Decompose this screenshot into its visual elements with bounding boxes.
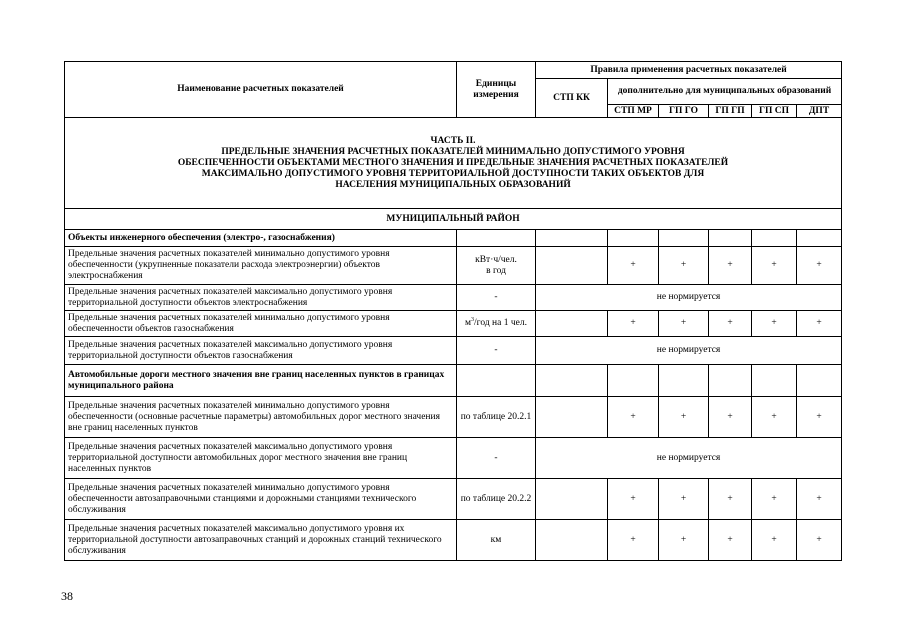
- part-line-4: НАСЕЛЕНИЯ МУНИЦИПАЛЬНЫХ ОБРАЗОВАНИЙ: [335, 179, 571, 190]
- row-text: Предельные значения расчетных показателей максимально допустимого уровня территориальной доступности объектов электроснабжения: [65, 285, 457, 311]
- row-text: Предельные значения расчетных показателей максимально допустимого уровня территориальной доступности автомобильных дорог местного значения вне границ населенных пунктов: [65, 438, 457, 479]
- district-heading: МУНИЦИПАЛЬНЫЙ РАЙОН: [65, 209, 842, 230]
- units-cell: км: [457, 520, 536, 561]
- header-name: Наименование расчетных показателей: [65, 62, 457, 118]
- part-title: ЧАСТЬ II.: [430, 135, 476, 146]
- table-row: [65, 438, 842, 479]
- table-row: [65, 337, 842, 365]
- table-row: [65, 365, 842, 397]
- units-cell: по таблице 20.2.2: [457, 479, 536, 520]
- header-gp-gp: ГП ГП: [709, 105, 752, 118]
- part-line-1: ПРЕДЕЛЬНЫЕ ЗНАЧЕНИЯ РАСЧЕТНЫХ ПОКАЗАТЕЛЕЙ МИНИМАЛЬНО ДОПУСТИМОГО УРОВНЯ: [221, 146, 685, 157]
- units-cell: кВт·ч/чел. в год: [457, 247, 536, 285]
- row-text: Предельные значения расчетных показателей минимально допустимого уровня обеспеченности автозаправочными станциями и дорожными станциями технического обслуживания: [65, 479, 457, 520]
- header-additional: дополнительно для муниципальных образований: [608, 79, 842, 105]
- header-dpt: ДПТ: [797, 105, 842, 118]
- part-line-3: МАКСИМАЛЬНО ДОПУСТИМОГО УРОВНЯ ТЕРРИТОРИАЛЬНОЙ ДОСТУПНОСТИ ТАКИХ ОБЪЕКТОВ ДЛЯ: [201, 168, 705, 179]
- table-row: Предельные значения расчетных показателей минимально допустимого уровня обеспеченности (основные расчетные параметры) автомобильных дорог местного значения вне границ населенных пунктов по таблице 20.2.1 + + + + +: [65, 397, 842, 438]
- header-units: Единицы измерения: [457, 62, 536, 118]
- units-cell: -: [457, 285, 536, 311]
- units-cell: по таблице 20.2.1: [457, 397, 536, 438]
- table-row: Предельные значения расчетных показателей минимально допустимого уровня обеспеченности автозаправочными станциями и дорожными станциями технического обслуживания по таблице 20.2.2 + + + + +: [65, 479, 842, 520]
- indicators-table: [64, 61, 842, 561]
- table-row: [65, 230, 842, 247]
- header-rules: Правила применения расчетных показателей: [536, 62, 842, 79]
- units-cell: -: [457, 438, 536, 479]
- row-text: Предельные значения расчетных показателей минимально допустимого уровня обеспеченности (укрупненные показатели расхода электроэнергии) объектов электроснабжения: [65, 247, 457, 285]
- not-normed: не нормируется: [536, 285, 842, 311]
- row-text: Предельные значения расчетных показателей минимально допустимого уровня обеспеченности объектов газоснабжения: [65, 311, 457, 337]
- table-row: Предельные значения расчетных показателей максимально допустимого уровня их территориальной доступности автозаправочных станций и дорожных станций технического обслуживания км + + + + +: [65, 520, 842, 561]
- not-normed: не нормируется: [536, 337, 842, 365]
- row-text: Предельные значения расчетных показателей максимально допустимого уровня их территориальной доступности автозаправочных станций и дорожных станций технического обслуживания: [65, 520, 457, 561]
- part-heading: [65, 118, 842, 209]
- header-stp-kk: СТП КК: [536, 79, 608, 118]
- header-stp-mr: СТП МР: [608, 105, 659, 118]
- units-cell: $м^3$/год на 1 чел.: [457, 311, 536, 337]
- row-text: Предельные значения расчетных показателей максимально допустимого уровня территориальной доступности объектов газоснабжения: [65, 337, 457, 365]
- header-gp-go: ГП ГО: [659, 105, 709, 118]
- page-number: 38: [61, 589, 73, 603]
- header-gp-sp: ГП СП: [752, 105, 797, 118]
- units-cell: -: [457, 337, 536, 365]
- section-engineering: Объекты инженерного обеспечения (электро-, газоснабжения): [65, 230, 457, 247]
- row-text: Предельные значения расчетных показателей минимально допустимого уровня обеспеченности (основные расчетные параметры) автомобильных дорог местного значения вне границ населенных пунктов: [65, 397, 457, 438]
- section-roads: Автомобильные дороги местного значения вне границ населенных пунктов в границах муниципального района: [65, 365, 457, 397]
- not-normed: не нормируется: [536, 438, 842, 479]
- part-line-2: ОБЕСПЕЧЕННОСТИ ОБЪЕКТАМИ МЕСТНОГО ЗНАЧЕНИЯ И ПРЕДЕЛЬНЫЕ ЗНАЧЕНИЯ РАСЧЕТНЫХ ПОКАЗАТЕЛЕЙ: [177, 157, 729, 168]
- table-row: [65, 285, 842, 311]
- table-row: Предельные значения расчетных показателей минимально допустимого уровня обеспеченности объектов газоснабжения $м^3$/год на 1 чел. + + + + +: [65, 311, 842, 337]
- table-row: Предельные значения расчетных показателей минимально допустимого уровня обеспеченности (укрупненные показатели расхода электроэнергии) объектов электроснабжения кВт·ч/чел. в год + + + + +: [65, 247, 842, 285]
